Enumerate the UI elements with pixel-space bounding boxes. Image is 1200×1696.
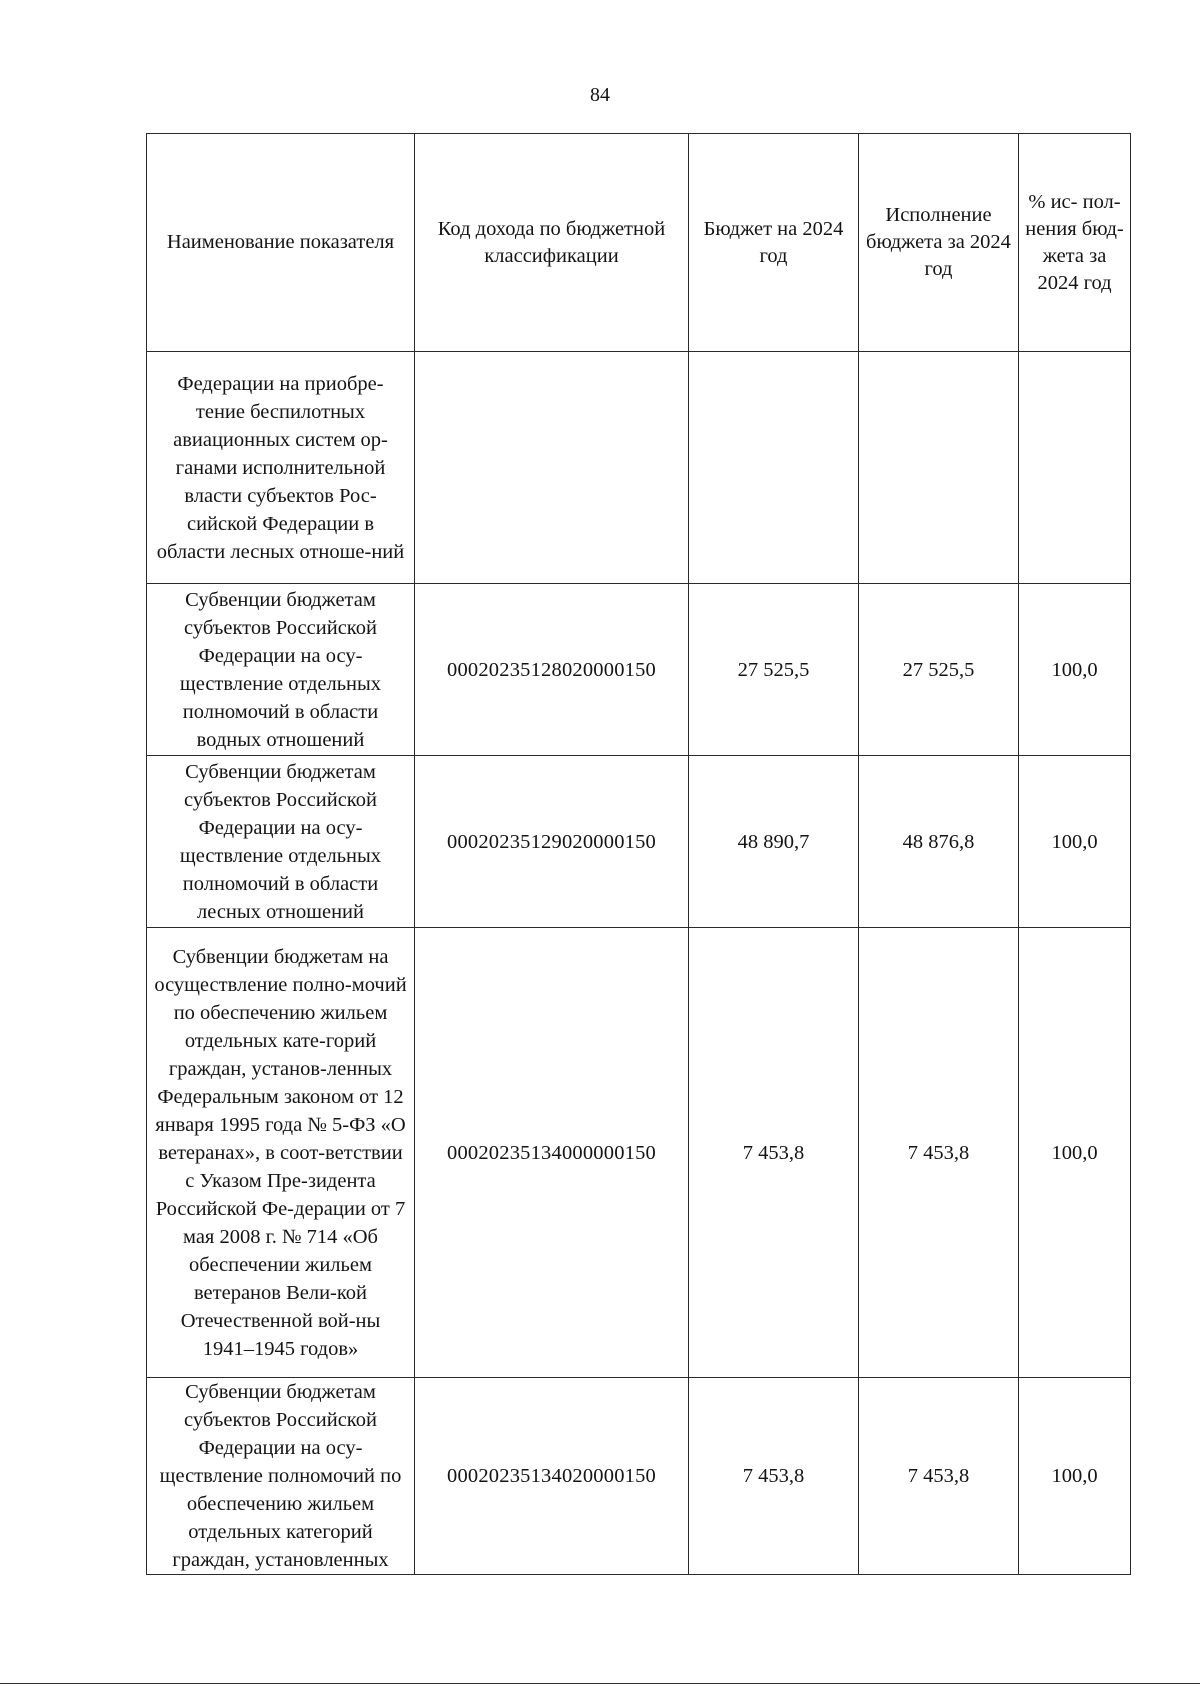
row-execution: 7 453,8 xyxy=(859,1378,1019,1575)
row-percent: 100,0 xyxy=(1019,756,1131,928)
header-percent: % ис- пол- нения бюд- жета за 2024 год xyxy=(1019,134,1131,352)
row-name: Субвенции бюджетам на осуществление полно-мочий по обеспечению жильем отдельных кате-горий граждан, установ-ленных Федеральным законом от 12 января 1995 года № 5-ФЗ «О ветеранах», в соот-ветствии с Указом Пре-зидента Российской Фе-дерации от 7 мая 2008 г. № 714 «Об обеспечении жильем ветеранов Вели-кой Отечественной вой-ны 1941–1945 годов» xyxy=(147,928,415,1378)
row-name: Субвенции бюджетам субъектов Российской Федерации на осу-ществление полномочий по обеспечению жильем отдельных категорий граждан, установленных xyxy=(147,1378,415,1575)
row-code: 00020235128020000150 xyxy=(415,584,689,756)
row-budget xyxy=(689,352,859,584)
table-row xyxy=(147,928,1131,1378)
header-execution: Исполнение бюджета за 2024 год xyxy=(859,134,1019,352)
row-percent: 100,0 xyxy=(1019,1378,1131,1575)
table-row xyxy=(147,584,1131,756)
row-execution: 27 525,5 xyxy=(859,584,1019,756)
row-percent xyxy=(1019,352,1131,584)
page-number: 84 xyxy=(590,84,610,106)
row-execution xyxy=(859,352,1019,584)
page-bottom-rule xyxy=(0,1683,1200,1684)
table-row xyxy=(147,1378,1131,1575)
row-execution: 48 876,8 xyxy=(859,756,1019,928)
row-code: 00020235134000000150 xyxy=(415,928,689,1378)
row-percent: 100,0 xyxy=(1019,584,1131,756)
row-name: Субвенции бюджетам субъектов Российской Федерации на осу-ществление отдельных полномочий в области лесных отношений xyxy=(147,756,415,928)
row-budget: 7 453,8 xyxy=(689,928,859,1378)
row-code xyxy=(415,352,689,584)
table-row xyxy=(147,756,1131,928)
row-percent: 100,0 xyxy=(1019,928,1131,1378)
row-budget: 48 890,7 xyxy=(689,756,859,928)
row-code: 00020235134020000150 xyxy=(415,1378,689,1575)
header-code: Код дохода по бюджетной классификации xyxy=(415,134,689,352)
row-name: Субвенции бюджетам субъектов Российской Федерации на осу-ществление отдельных полномочий в области водных отношений xyxy=(147,584,415,756)
row-execution: 7 453,8 xyxy=(859,928,1019,1378)
budget-table xyxy=(146,133,1131,1575)
row-code: 00020235129020000150 xyxy=(415,756,689,928)
row-budget: 7 453,8 xyxy=(689,1378,859,1575)
table-header-row xyxy=(147,134,1131,352)
header-budget: Бюджет на 2024 год xyxy=(689,134,859,352)
row-budget: 27 525,5 xyxy=(689,584,859,756)
header-name: Наименование показателя xyxy=(147,134,415,352)
table-row xyxy=(147,352,1131,584)
row-name: Федерации на приобре-тение беспилотных авиационных систем ор-ганами исполнительной власти субъектов Рос-сийской Федерации в области лесных отноше-ний xyxy=(147,352,415,584)
